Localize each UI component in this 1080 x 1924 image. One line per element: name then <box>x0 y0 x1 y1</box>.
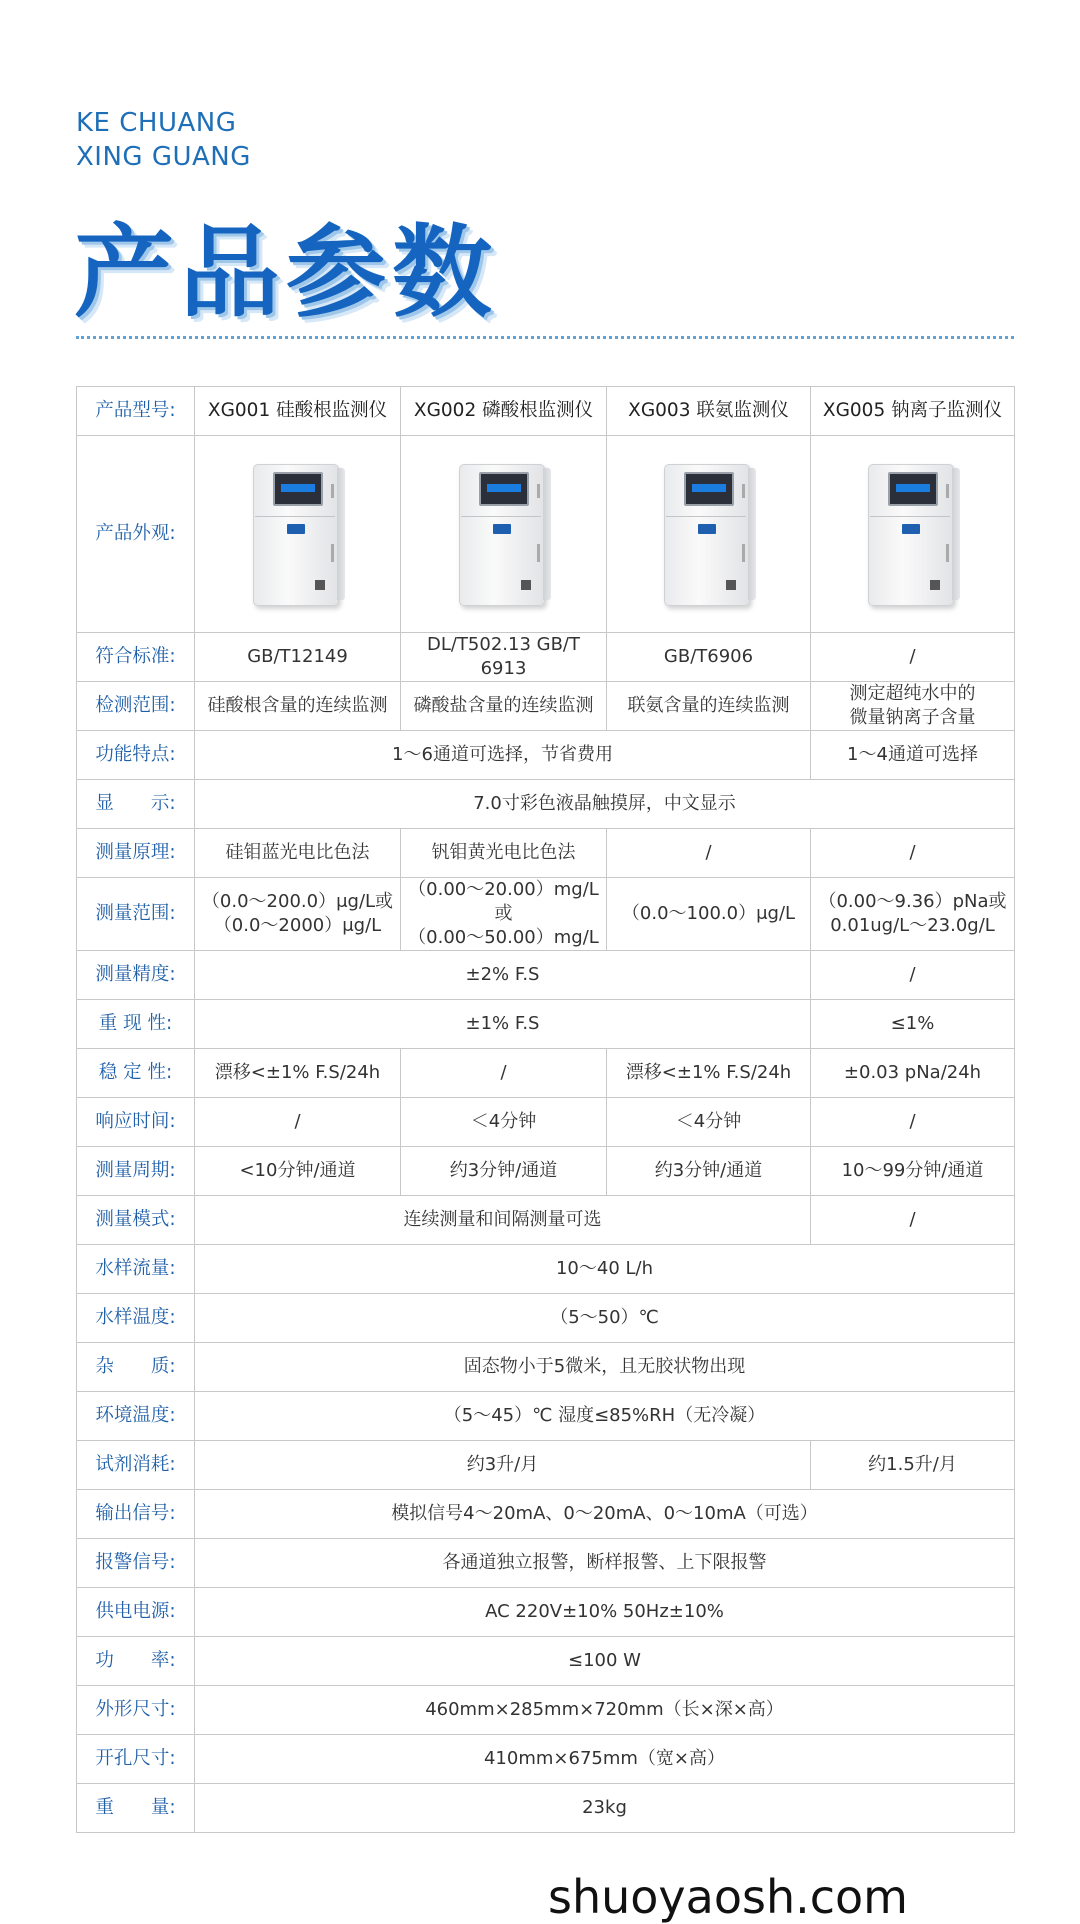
table-row <box>77 1539 1015 1588</box>
table-row <box>77 829 1015 878</box>
spec-value: （0.00～20.00）mg/L或 （0.00～50.00）mg/L <box>401 878 607 951</box>
spec-value: / <box>811 633 1015 682</box>
spec-value: 7.0寸彩色液晶触摸屏，中文显示 <box>195 780 1015 829</box>
spec-value: 测定超纯水中的 微量钠离子含量 <box>811 682 1015 731</box>
row-label: 报警信号: <box>77 1539 195 1588</box>
spec-value: ±1% F.S <box>195 1000 811 1049</box>
table-row <box>77 1196 1015 1245</box>
row-label: 试剂消耗: <box>77 1441 195 1490</box>
table-row-appearance <box>77 436 1015 633</box>
brand-line-2: XING GUANG <box>76 142 251 172</box>
spec-value: <10分钟/通道 <box>195 1147 401 1196</box>
table-row <box>77 951 1015 1000</box>
table-row-header <box>77 387 1015 436</box>
table-row <box>77 1343 1015 1392</box>
spec-value: （5～45）℃ 湿度≤85%RH（无冷凝） <box>195 1392 1015 1441</box>
table-row <box>77 1245 1015 1294</box>
product-image-cell <box>607 436 811 633</box>
spec-value: / <box>607 829 811 878</box>
spec-value: 硅酸根含量的连续监测 <box>195 682 401 731</box>
spec-value: 漂移<±1% F.S/24h <box>195 1049 401 1098</box>
product-image-cell <box>811 436 1015 633</box>
spec-value: ±2% F.S <box>195 951 811 1000</box>
analyzer-device-image <box>664 464 754 604</box>
spec-value: / <box>401 1049 607 1098</box>
row-label: 水样温度: <box>77 1294 195 1343</box>
row-label: 显 示: <box>77 780 195 829</box>
spec-value: / <box>811 829 1015 878</box>
table-row <box>77 1294 1015 1343</box>
spec-value: 漂移<±1% F.S/24h <box>607 1049 811 1098</box>
table-row <box>77 1441 1015 1490</box>
row-label: 功能特点: <box>77 731 195 780</box>
spec-value: GB/T6906 <box>607 633 811 682</box>
model-name: XG002 磷酸根监测仪 <box>401 387 607 436</box>
analyzer-device-image <box>253 464 343 604</box>
product-image-cell <box>195 436 401 633</box>
table-row <box>77 682 1015 731</box>
spec-value: 410mm×675mm（宽×高） <box>195 1735 1015 1784</box>
table-row <box>77 1000 1015 1049</box>
row-label: 重 现 性: <box>77 1000 195 1049</box>
brand-line-1: KE CHUANG <box>76 108 237 138</box>
row-label: 输出信号: <box>77 1490 195 1539</box>
analyzer-device-image <box>868 464 958 604</box>
row-label: 产品外观: <box>77 436 195 633</box>
spec-value: 钒钼黄光电比色法 <box>401 829 607 878</box>
spec-value: ≤100 W <box>195 1637 1015 1686</box>
row-label: 重 量: <box>77 1784 195 1833</box>
row-label: 测量范围: <box>77 878 195 951</box>
dotted-divider <box>76 336 1014 339</box>
spec-value: 约1.5升/月 <box>811 1441 1015 1490</box>
table-row <box>77 1098 1015 1147</box>
spec-value: 联氨含量的连续监测 <box>607 682 811 731</box>
model-name: XG003 联氨监测仪 <box>607 387 811 436</box>
spec-value: ±0.03 pNa/24h <box>811 1049 1015 1098</box>
table-row <box>77 633 1015 682</box>
spec-value: DL/T502.13 GB/T 6913 <box>401 633 607 682</box>
row-label: 符合标准: <box>77 633 195 682</box>
spec-value: AC 220V±10% 50Hz±10% <box>195 1588 1015 1637</box>
spec-value: （0.00～9.36）pNa或 0.01ug/L～23.0g/L <box>811 878 1015 951</box>
model-name: XG005 钠离子监测仪 <box>811 387 1015 436</box>
spec-value: 1～4通道可选择 <box>811 731 1015 780</box>
table-row <box>77 1049 1015 1098</box>
row-label: 稳 定 性: <box>77 1049 195 1098</box>
table-row <box>77 1490 1015 1539</box>
spec-value: 磷酸盐含量的连续监测 <box>401 682 607 731</box>
table-row <box>77 1735 1015 1784</box>
spec-value: / <box>811 1196 1015 1245</box>
spec-value: 各通道独立报警，断样报警、上下限报警 <box>195 1539 1015 1588</box>
table-row <box>77 878 1015 951</box>
row-label: 测量模式: <box>77 1196 195 1245</box>
row-label: 环境温度: <box>77 1392 195 1441</box>
spec-value: 约3分钟/通道 <box>607 1147 811 1196</box>
spec-table <box>76 386 1015 1833</box>
row-label: 杂 质: <box>77 1343 195 1392</box>
table-row <box>77 1637 1015 1686</box>
spec-value: 10～99分钟/通道 <box>811 1147 1015 1196</box>
spec-value: （5～50）℃ <box>195 1294 1015 1343</box>
spec-value: 460mm×285mm×720mm（长×深×高） <box>195 1686 1015 1735</box>
spec-value: ＜4分钟 <box>401 1098 607 1147</box>
table-row <box>77 780 1015 829</box>
table-row <box>77 731 1015 780</box>
row-label: 响应时间: <box>77 1098 195 1147</box>
spec-value: ≤1% <box>811 1000 1015 1049</box>
row-label: 外形尺寸: <box>77 1686 195 1735</box>
row-label: 测量周期: <box>77 1147 195 1196</box>
spec-value: ＜4分钟 <box>607 1098 811 1147</box>
table-row <box>77 1392 1015 1441</box>
footer-url: shuoyaosh.com <box>548 1870 908 1924</box>
row-label: 产品型号: <box>77 387 195 436</box>
row-label: 水样流量: <box>77 1245 195 1294</box>
table-row <box>77 1147 1015 1196</box>
spec-value: （0.0～200.0）μg/L或 （0.0～2000）μg/L <box>195 878 401 951</box>
analyzer-device-image <box>459 464 549 604</box>
row-label: 功 率: <box>77 1637 195 1686</box>
brand-wordmark <box>76 106 251 174</box>
table-row <box>77 1588 1015 1637</box>
spec-value: 约3分钟/通道 <box>401 1147 607 1196</box>
spec-value: （0.0～100.0）μg/L <box>607 878 811 951</box>
spec-value: 1～6通道可选择，节省费用 <box>195 731 811 780</box>
spec-value: 固态物小于5微米，且无胶状物出现 <box>195 1343 1015 1392</box>
spec-value: 模拟信号4～20mA、0～20mA、0～10mA（可选） <box>195 1490 1015 1539</box>
spec-value: 10～40 L/h <box>195 1245 1015 1294</box>
spec-value: GB/T12149 <box>195 633 401 682</box>
page-title: 产品参数 <box>74 213 498 331</box>
row-label: 开孔尺寸: <box>77 1735 195 1784</box>
spec-value: / <box>195 1098 401 1147</box>
spec-value: / <box>811 951 1015 1000</box>
product-image-cell <box>401 436 607 633</box>
spec-value: 23kg <box>195 1784 1015 1833</box>
spec-value: 硅钼蓝光电比色法 <box>195 829 401 878</box>
spec-value: 连续测量和间隔测量可选 <box>195 1196 811 1245</box>
spec-value: 约3升/月 <box>195 1441 811 1490</box>
table-row <box>77 1686 1015 1735</box>
row-label: 测量原理: <box>77 829 195 878</box>
spec-value: / <box>811 1098 1015 1147</box>
row-label: 供电电源: <box>77 1588 195 1637</box>
table-row <box>77 1784 1015 1833</box>
row-label: 测量精度: <box>77 951 195 1000</box>
row-label: 检测范围: <box>77 682 195 731</box>
model-name: XG001 硅酸根监测仪 <box>195 387 401 436</box>
